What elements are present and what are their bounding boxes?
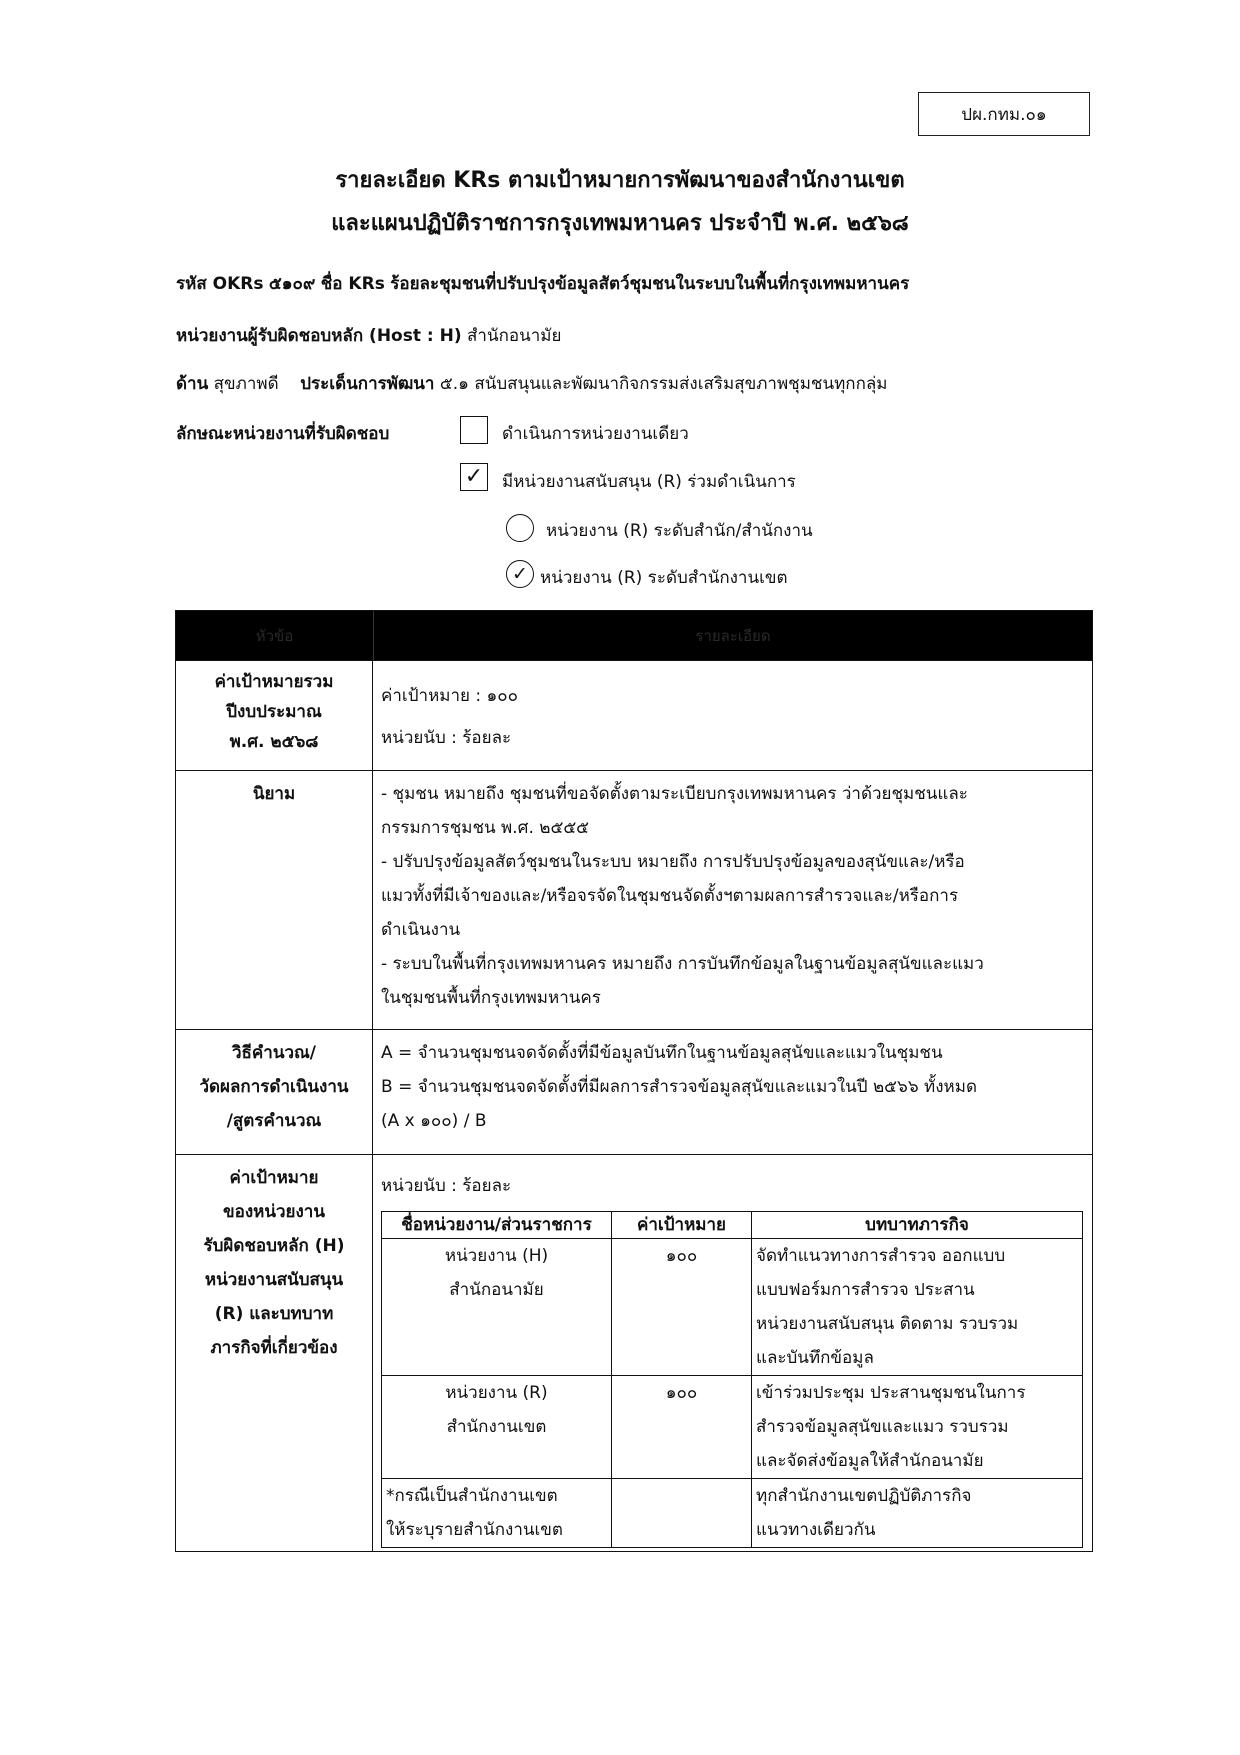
district-level-label: หน่วยงาน (R) ระดับสำนักงานเขต	[540, 568, 788, 588]
support-unit-checkbox[interactable]	[460, 463, 488, 491]
role-line: ทุกสำนักงานเขตปฏิบัติภารกิจ	[756, 1486, 972, 1506]
check-mark-icon: ✓	[512, 562, 528, 585]
unit-name-line: หน่วยงาน (R)	[445, 1383, 548, 1403]
formula-line: (A x ๑๐๐) / B	[381, 1111, 487, 1131]
target-total-label	[176, 661, 373, 770]
unit-target-cell	[612, 1479, 752, 1548]
definition-line: - ระบบในพื้นที่กรุงเทพมหานคร หมายถึง การบันทึกข้อมูลในฐานข้อมูลสุนัขและแมว	[381, 954, 984, 974]
calculation-label	[176, 1030, 373, 1154]
header-topic: หัวข้อ	[176, 611, 374, 660]
unit-name-cell	[382, 1479, 612, 1548]
role-line: และจัดส่งข้อมูลให้สำนักอนามัย	[756, 1451, 984, 1471]
table-row-unit-targets	[176, 1154, 1092, 1551]
label-line: ของหน่วยงาน	[223, 1202, 325, 1222]
label-line: หน่วยงานสนับสนุน	[204, 1270, 344, 1290]
role-line: จัดทำแนวทางการสำรวจ ออกแบบ	[756, 1246, 1006, 1266]
table-row-target-total	[176, 660, 1092, 770]
label-line: วัดผลการดำเนินงาน	[199, 1077, 349, 1097]
definition-line: ในชุมชนพื้นที่กรุงเทพมหานคร	[381, 988, 601, 1008]
form-code-box	[918, 92, 1090, 136]
unit-name-line: *กรณีเป็นสำนักงานเขต	[386, 1486, 558, 1506]
inner-row-host	[382, 1239, 1083, 1376]
inner-header-role: บทบาทภารกิจ	[752, 1212, 1083, 1239]
label-line: พ.ศ. ๒๕๖๘	[229, 732, 319, 752]
single-unit-checkbox[interactable]	[460, 416, 488, 444]
kr-name: ร้อยละชุมชนที่ปรับปรุงข้อมูลสัตว์ชุมชนในระบบในพื้นที่กรุงเทพมหานคร	[390, 274, 910, 294]
responsibility-label: ลักษณะหน่วยงานที่รับผิดชอบ	[176, 424, 390, 444]
unit-role-cell	[752, 1239, 1083, 1376]
host-value: สำนักอนามัย	[467, 326, 562, 346]
label-line: ปีงบประมาณ	[226, 702, 322, 722]
definition-line: - ปรับปรุงข้อมูลสัตว์ชุมชนในระบบ หมายถึง การปรับปรุงข้อมูลของสุนัขและ/หรือ	[381, 852, 965, 872]
formula-line: B = จำนวนชุมชนจดจัดตั้งที่มีผลการสำรวจข้อมูลสุนัขและแมวในปี ๒๕๖๖ ทั้งหมด	[381, 1077, 977, 1097]
table-row-definition	[176, 770, 1092, 1029]
table-row-calculation	[176, 1029, 1092, 1154]
district-level-radio[interactable]	[506, 560, 534, 588]
aspect-label: ด้าน	[176, 374, 209, 394]
unit-name-cell	[382, 1239, 612, 1376]
document-title-line-1: รายละเอียด KRs ตามเป้าหมายการพัฒนาของสำนักงานเขต	[335, 168, 905, 193]
unit-target-cell: ๑๐๐	[612, 1239, 752, 1376]
unit-target-cell: ๑๐๐	[612, 1376, 752, 1479]
unit-name-line: หน่วยงาน (H)	[444, 1246, 549, 1266]
okr-line	[176, 270, 909, 297]
calculation-detail	[373, 1030, 1092, 1154]
unit-name-line: ให้ระบุรายสำนักงานเขต	[386, 1520, 563, 1540]
definition-detail	[373, 771, 1092, 1029]
unit-name-cell	[382, 1376, 612, 1479]
role-line: หน่วยงานสนับสนุน ติดตาม รวบรวม	[756, 1314, 1019, 1334]
label-line: วิธีคำนวณ/	[232, 1043, 316, 1063]
label-line: /สูตรคำนวณ	[226, 1111, 322, 1131]
definition-line: ดำเนินงาน	[381, 920, 461, 940]
okr-label: รหัส OKRs	[176, 274, 264, 294]
support-unit-label: มีหน่วยงานสนับสนุน (R) ร่วมดำเนินการ	[502, 472, 796, 492]
issue-value: ๕.๑ สนับสนุนและพัฒนากิจกรรมส่งเสริมสุขภาพชุมชนทุกกลุ่ม	[439, 374, 888, 394]
label-line: ค่าเป้าหมาย	[229, 1168, 319, 1188]
unit-targets-unit: หน่วยนับ : ร้อยละ	[381, 1176, 512, 1196]
aspect-value: สุขภาพดี	[213, 374, 279, 394]
inner-header-row	[382, 1212, 1083, 1239]
role-line: สำรวจข้อมูลสุนัขและแมว รวบรวม	[756, 1417, 1009, 1437]
label-line: ภารกิจที่เกี่ยวข้อง	[210, 1338, 338, 1358]
check-mark-icon: ✓	[464, 464, 484, 489]
role-line: และบันทึกข้อมูล	[756, 1348, 874, 1368]
inner-row-district-note	[382, 1479, 1083, 1548]
unit-role-cell	[752, 1479, 1083, 1548]
definition-line: - ชุมชน หมายถึง ชุมชนที่ขอจัดตั้งตามระเบียบกรุงเทพมหานคร ว่าด้วยชุมชนและ	[381, 784, 968, 804]
role-line: เข้าร่วมประชุม ประสานชุมชนในการ	[756, 1383, 1026, 1403]
target-total-detail	[373, 661, 1092, 770]
issue-label: ประเด็นการพัฒนา	[300, 374, 435, 394]
inner-header-unit: ชื่อหน่วยงาน/ส่วนราชการ	[382, 1212, 612, 1239]
label-line: รับผิดชอบหลัก (H)	[203, 1236, 345, 1256]
host-label: หน่วยงานผู้รับผิดชอบหลัก (Host : H)	[176, 326, 462, 346]
form-code: ปผ.กทม.๐๑	[961, 104, 1047, 125]
role-line: แนวทางเดียวกัน	[756, 1520, 876, 1540]
okr-code: ๕๑๐๙	[268, 274, 316, 294]
inner-row-support	[382, 1376, 1083, 1479]
unit-name-line: สำนักอนามัย	[449, 1280, 544, 1300]
label-line: (R) และบทบาท	[214, 1304, 334, 1324]
table-header	[176, 611, 1092, 660]
target-unit: หน่วยนับ : ร้อยละ	[381, 728, 512, 748]
single-unit-label: ดำเนินการหน่วยงานเดียว	[502, 424, 689, 444]
unit-targets-label	[176, 1155, 373, 1551]
formula-line: A = จำนวนชุมชนจดจัดตั้งที่มีข้อมูลบันทึกในฐานข้อมูลสุนัขและแมวในชุมชน	[381, 1043, 943, 1063]
target-value: ค่าเป้าหมาย : ๑๐๐	[381, 686, 519, 706]
aspect-line	[176, 370, 888, 397]
header-detail: รายละเอียด	[695, 626, 771, 645]
kr-detail-table	[175, 610, 1093, 1552]
label-line: ค่าเป้าหมายรวม	[214, 672, 334, 692]
document-title-line-2: และแผนปฏิบัติราชการกรุงเทพมหานคร ประจำปี พ.ศ. ๒๕๖๘	[331, 211, 909, 236]
host-line	[176, 322, 561, 349]
office-level-label: หน่วยงาน (R) ระดับสำนัก/สำนักงาน	[546, 521, 813, 541]
definition-line: กรรมการชุมชน พ.ศ. ๒๕๕๕	[381, 818, 590, 838]
definition-line: แมวทั้งที่มีเจ้าของและ/หรือจรจัดในชุมชนจัดตั้งฯตามผลการสำรวจและ/หรือการ	[381, 886, 959, 906]
definition-label: นิยาม	[176, 771, 373, 1029]
unit-name-line: สำนักงานเขต	[446, 1417, 547, 1437]
kr-label: ชื่อ KRs	[320, 274, 385, 294]
unit-role-table	[381, 1211, 1083, 1548]
unit-role-cell	[752, 1376, 1083, 1479]
unit-targets-detail	[373, 1155, 1092, 1551]
inner-header-target: ค่าเป้าหมาย	[612, 1212, 752, 1239]
office-level-radio[interactable]	[506, 514, 534, 542]
role-line: แบบฟอร์มการสำรวจ ประสาน	[756, 1280, 975, 1300]
